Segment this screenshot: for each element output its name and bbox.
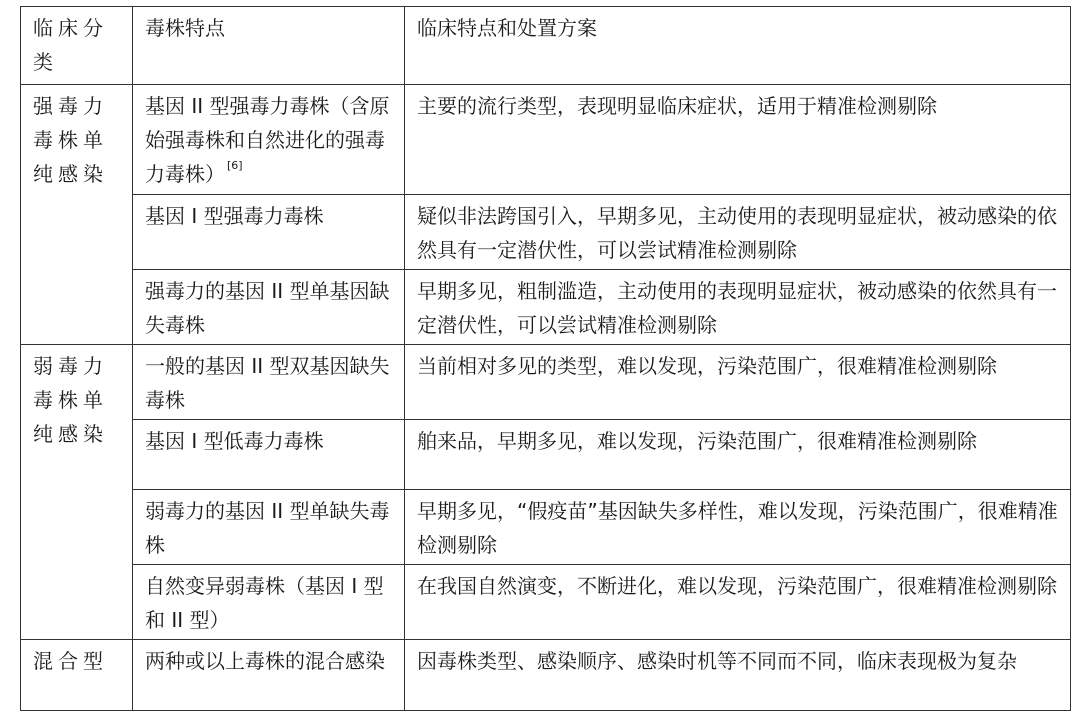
category-cell: 强毒力毒株单纯感染 bbox=[21, 85, 133, 345]
classification-table bbox=[20, 6, 1071, 711]
clinical-cell: 在我国自然演变，不断进化，难以发现，污染范围广，很难精准检测剔除 bbox=[405, 565, 1071, 640]
header-clinical: 临床特点和处置方案 bbox=[405, 7, 1071, 85]
clinical-cell: 疑似非法跨国引入，早期多见，主动使用的表现明显症状，被动感染的依然具有一定潜伏性，可以尝试精准检测剔除 bbox=[405, 195, 1071, 270]
strain-text: 基因 II 型强毒力毒株（含原始强毒株和自然进化的强毒力毒株） bbox=[145, 94, 390, 186]
table-row bbox=[21, 420, 1071, 490]
strain-cell: 两种或以上毒株的混合感染 bbox=[133, 640, 405, 711]
header-row bbox=[21, 7, 1071, 85]
table-row bbox=[21, 85, 1071, 195]
reference-marker: [6] bbox=[227, 159, 243, 172]
strain-cell: 基因 I 型低毒力毒株 bbox=[133, 420, 405, 490]
clinical-cell: 早期多见，粗制滥造，主动使用的表现明显症状，被动感染的依然具有一定潜伏性，可以尝试精准检测剔除 bbox=[405, 270, 1071, 345]
table-row bbox=[21, 490, 1071, 565]
strain-cell: 基因 I 型强毒力毒株 bbox=[133, 195, 405, 270]
table-row bbox=[21, 345, 1071, 420]
strain-cell: 一般的基因 II 型双基因缺失毒株 bbox=[133, 345, 405, 420]
table-row bbox=[21, 270, 1071, 345]
strain-cell: 自然变异弱毒株（基因 I 型和 II 型） bbox=[133, 565, 405, 640]
classification-table-container bbox=[20, 6, 1070, 709]
table-row bbox=[21, 640, 1071, 711]
header-strain: 毒株特点 bbox=[133, 7, 405, 85]
strain-cell: 弱毒力的基因 II 型单缺失毒株 bbox=[133, 490, 405, 565]
category-cell: 弱毒力毒株单纯感染 bbox=[21, 345, 133, 640]
strain-cell bbox=[133, 85, 405, 195]
category-cell: 混合型 bbox=[21, 640, 133, 711]
table-row bbox=[21, 565, 1071, 640]
clinical-cell: 因毒株类型、感染顺序、感染时机等不同而不同，临床表现极为复杂 bbox=[405, 640, 1071, 711]
clinical-cell: 早期多见，“假疫苗”基因缺失多样性，难以发现，污染范围广，很难精准检测剔除 bbox=[405, 490, 1071, 565]
table-row bbox=[21, 195, 1071, 270]
strain-cell: 强毒力的基因 II 型单基因缺失毒株 bbox=[133, 270, 405, 345]
clinical-cell: 当前相对多见的类型，难以发现，污染范围广，很难精准检测剔除 bbox=[405, 345, 1071, 420]
header-category: 临床分类 bbox=[21, 7, 133, 85]
clinical-cell: 主要的流行类型，表现明显临床症状，适用于精准检测剔除 bbox=[405, 85, 1071, 195]
clinical-cell: 舶来品，早期多见，难以发现，污染范围广，很难精准检测剔除 bbox=[405, 420, 1071, 490]
